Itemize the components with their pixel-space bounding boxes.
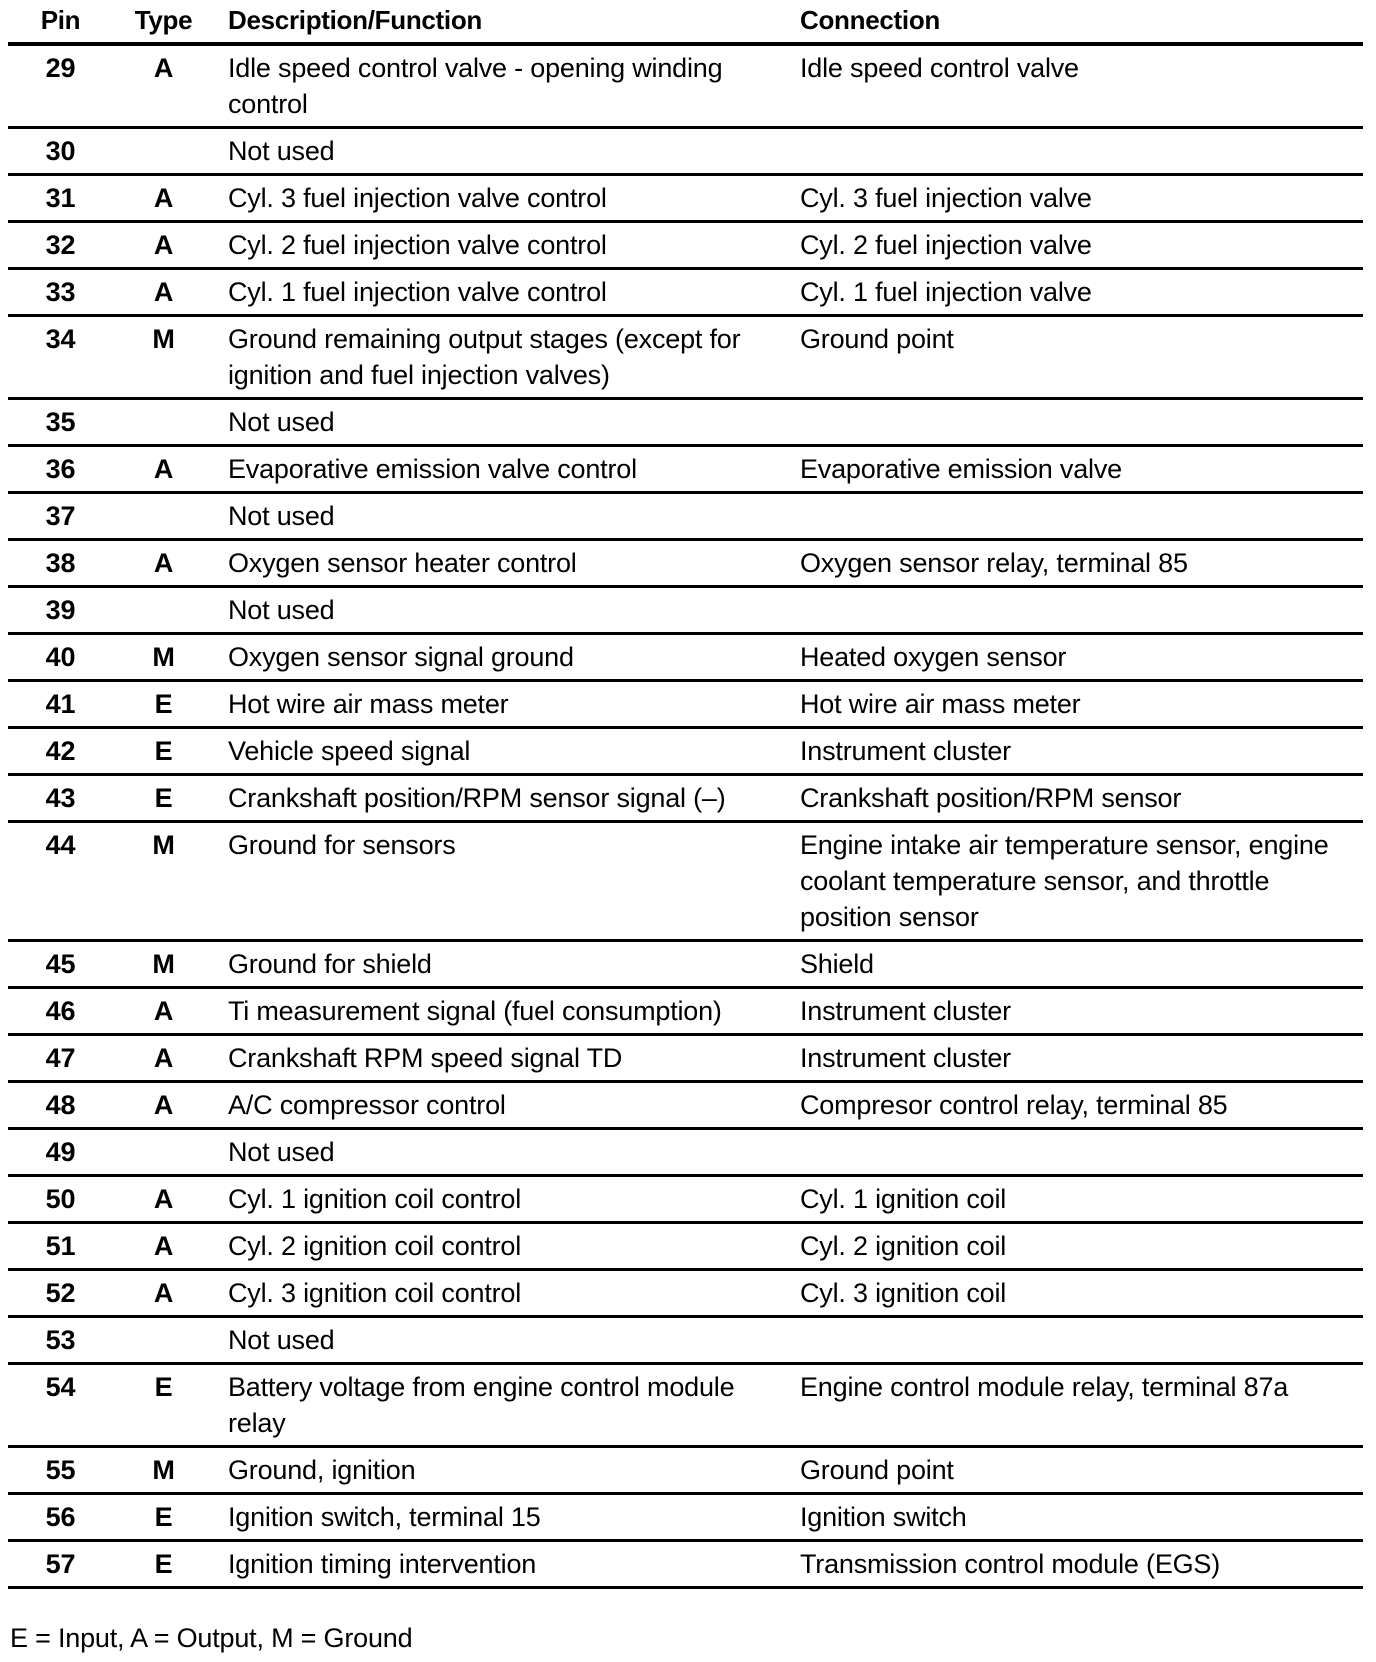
- cell-connection: Cyl. 2 ignition coil: [790, 1223, 1363, 1270]
- cell-type: A: [113, 222, 214, 269]
- table-row: [8, 1223, 1363, 1270]
- cell-pin: 44: [8, 822, 113, 941]
- cell-pin: 56: [8, 1494, 113, 1541]
- cell-pin: 53: [8, 1317, 113, 1364]
- cell-type: E: [113, 681, 214, 728]
- cell-description: Hot wire air mass meter: [214, 681, 790, 728]
- cell-type: A: [113, 988, 214, 1035]
- table-body: [8, 44, 1363, 1588]
- cell-connection: [790, 493, 1363, 540]
- cell-description: Ti measurement signal (fuel consumption): [214, 988, 790, 1035]
- cell-type: M: [113, 822, 214, 941]
- cell-connection: Hot wire air mass meter: [790, 681, 1363, 728]
- table-row: [8, 44, 1363, 128]
- cell-connection: [790, 587, 1363, 634]
- cell-description: Ground for sensors: [214, 822, 790, 941]
- cell-pin: 40: [8, 634, 113, 681]
- cell-pin: 49: [8, 1129, 113, 1176]
- table-row: [8, 1364, 1363, 1447]
- cell-pin: 51: [8, 1223, 113, 1270]
- cell-type: E: [113, 728, 214, 775]
- cell-pin: 57: [8, 1541, 113, 1588]
- cell-connection: Ignition switch: [790, 1494, 1363, 1541]
- cell-connection: [790, 1129, 1363, 1176]
- cell-connection: Instrument cluster: [790, 1035, 1363, 1082]
- cell-description: Ignition timing intervention: [214, 1541, 790, 1588]
- cell-connection: Engine control module relay, terminal 87a: [790, 1364, 1363, 1447]
- table-row: [8, 175, 1363, 222]
- cell-pin: 43: [8, 775, 113, 822]
- cell-type: M: [113, 1447, 214, 1494]
- cell-type: [113, 128, 214, 175]
- cell-type: M: [113, 316, 214, 399]
- cell-description: Cyl. 3 fuel injection valve control: [214, 175, 790, 222]
- cell-type: [113, 1129, 214, 1176]
- table-row: [8, 1447, 1363, 1494]
- header-pin: Pin: [8, 0, 113, 44]
- cell-type: [113, 1317, 214, 1364]
- cell-connection: [790, 128, 1363, 175]
- cell-description: Ground remaining output stages (except for ignition and fuel injection valves): [214, 316, 790, 399]
- header-type: Type: [113, 0, 214, 44]
- cell-description: Battery voltage from engine control module relay: [214, 1364, 790, 1447]
- cell-type: A: [113, 446, 214, 493]
- cell-description: Not used: [214, 493, 790, 540]
- cell-description: Evaporative emission valve control: [214, 446, 790, 493]
- table-row: [8, 587, 1363, 634]
- cell-connection: Cyl. 2 fuel injection valve: [790, 222, 1363, 269]
- table-row: [8, 775, 1363, 822]
- table-row: [8, 728, 1363, 775]
- cell-type: [113, 587, 214, 634]
- cell-pin: 41: [8, 681, 113, 728]
- header-description: Description/Function: [214, 0, 790, 44]
- table-row: [8, 1129, 1363, 1176]
- cell-pin: 45: [8, 941, 113, 988]
- cell-description: Vehicle speed signal: [214, 728, 790, 775]
- table-row: [8, 1176, 1363, 1223]
- pin-assignment-document: [8, 0, 1363, 1589]
- cell-pin: 33: [8, 269, 113, 316]
- cell-connection: Cyl. 3 ignition coil: [790, 1270, 1363, 1317]
- cell-pin: 31: [8, 175, 113, 222]
- cell-pin: 35: [8, 399, 113, 446]
- table-row: [8, 540, 1363, 587]
- cell-type: M: [113, 634, 214, 681]
- cell-type: A: [113, 269, 214, 316]
- cell-connection: [790, 1317, 1363, 1364]
- cell-description: Cyl. 1 fuel injection valve control: [214, 269, 790, 316]
- cell-type: [113, 399, 214, 446]
- cell-connection: Evaporative emission valve: [790, 446, 1363, 493]
- cell-description: A/C compressor control: [214, 1082, 790, 1129]
- cell-pin: 55: [8, 1447, 113, 1494]
- cell-type: A: [113, 1270, 214, 1317]
- cell-connection: Engine intake air temperature sensor, engine coolant temperature sensor, and throttle position sensor: [790, 822, 1363, 941]
- table-row: [8, 988, 1363, 1035]
- cell-connection: Transmission control module (EGS): [790, 1541, 1363, 1588]
- header-row: [8, 0, 1363, 44]
- cell-description: Ignition switch, terminal 15: [214, 1494, 790, 1541]
- cell-connection: Cyl. 1 ignition coil: [790, 1176, 1363, 1223]
- cell-description: Crankshaft RPM speed signal TD: [214, 1035, 790, 1082]
- cell-type: E: [113, 1494, 214, 1541]
- cell-type: E: [113, 775, 214, 822]
- cell-type: A: [113, 1082, 214, 1129]
- cell-connection: Idle speed control valve: [790, 44, 1363, 128]
- table-row: [8, 634, 1363, 681]
- cell-description: Idle speed control valve - opening winding control: [214, 44, 790, 128]
- cell-pin: 37: [8, 493, 113, 540]
- cell-type: [113, 493, 214, 540]
- cell-type: A: [113, 1035, 214, 1082]
- cell-type: E: [113, 1541, 214, 1588]
- cell-description: Ground, ignition: [214, 1447, 790, 1494]
- table-row: [8, 493, 1363, 540]
- cell-pin: 48: [8, 1082, 113, 1129]
- table-row: [8, 1494, 1363, 1541]
- cell-connection: Cyl. 1 fuel injection valve: [790, 269, 1363, 316]
- table-row: [8, 1270, 1363, 1317]
- cell-pin: 36: [8, 446, 113, 493]
- cell-type: E: [113, 1364, 214, 1447]
- cell-description: Not used: [214, 399, 790, 446]
- cell-connection: Compresor control relay, terminal 85: [790, 1082, 1363, 1129]
- cell-type: A: [113, 540, 214, 587]
- cell-connection: Cyl. 3 fuel injection valve: [790, 175, 1363, 222]
- table-row: [8, 269, 1363, 316]
- table-row: [8, 1035, 1363, 1082]
- table-row: [8, 128, 1363, 175]
- cell-description: Ground for shield: [214, 941, 790, 988]
- type-legend: E = Input, A = Output, M = Ground: [10, 1623, 413, 1653]
- table-header: [8, 0, 1363, 44]
- cell-pin: 42: [8, 728, 113, 775]
- cell-pin: 32: [8, 222, 113, 269]
- cell-type: A: [113, 175, 214, 222]
- cell-pin: 38: [8, 540, 113, 587]
- cell-description: Oxygen sensor signal ground: [214, 634, 790, 681]
- cell-connection: Ground point: [790, 316, 1363, 399]
- cell-connection: Instrument cluster: [790, 728, 1363, 775]
- cell-description: Not used: [214, 1129, 790, 1176]
- cell-description: Cyl. 3 ignition coil control: [214, 1270, 790, 1317]
- cell-description: Not used: [214, 587, 790, 634]
- cell-pin: 29: [8, 44, 113, 128]
- cell-description: Not used: [214, 128, 790, 175]
- cell-description: Crankshaft position/RPM sensor signal (–): [214, 775, 790, 822]
- cell-type: A: [113, 1223, 214, 1270]
- table-row: [8, 822, 1363, 941]
- table-row: [8, 222, 1363, 269]
- cell-description: Cyl. 2 ignition coil control: [214, 1223, 790, 1270]
- cell-connection: Shield: [790, 941, 1363, 988]
- table-row: [8, 399, 1363, 446]
- cell-description: Cyl. 2 fuel injection valve control: [214, 222, 790, 269]
- cell-connection: Ground point: [790, 1447, 1363, 1494]
- cell-description: Oxygen sensor heater control: [214, 540, 790, 587]
- cell-pin: 47: [8, 1035, 113, 1082]
- table-row: [8, 1317, 1363, 1364]
- cell-pin: 50: [8, 1176, 113, 1223]
- cell-connection: Heated oxygen sensor: [790, 634, 1363, 681]
- cell-pin: 46: [8, 988, 113, 1035]
- table-row: [8, 1541, 1363, 1588]
- cell-connection: Oxygen sensor relay, terminal 85: [790, 540, 1363, 587]
- table-row: [8, 1082, 1363, 1129]
- cell-pin: 54: [8, 1364, 113, 1447]
- cell-type: M: [113, 941, 214, 988]
- cell-pin: 52: [8, 1270, 113, 1317]
- cell-pin: 39: [8, 587, 113, 634]
- table-row: [8, 446, 1363, 493]
- table-row: [8, 316, 1363, 399]
- cell-connection: Instrument cluster: [790, 988, 1363, 1035]
- table-row: [8, 681, 1363, 728]
- cell-pin: 30: [8, 128, 113, 175]
- header-connection: Connection: [790, 0, 1363, 44]
- pin-assignment-table: [8, 0, 1363, 1589]
- table-row: [8, 941, 1363, 988]
- cell-type: A: [113, 1176, 214, 1223]
- cell-connection: Crankshaft position/RPM sensor: [790, 775, 1363, 822]
- cell-description: Not used: [214, 1317, 790, 1364]
- cell-connection: [790, 399, 1363, 446]
- cell-type: A: [113, 44, 214, 128]
- cell-pin: 34: [8, 316, 113, 399]
- cell-description: Cyl. 1 ignition coil control: [214, 1176, 790, 1223]
